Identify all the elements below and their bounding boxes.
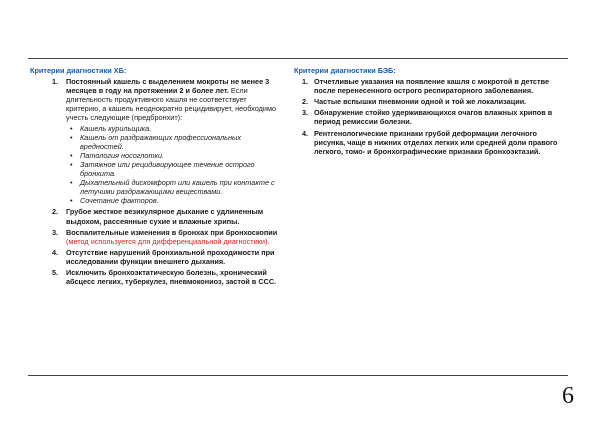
list-item: [30, 228, 280, 246]
item-number: 3.: [52, 227, 59, 237]
left-heading: Критерии диагностики ХБ:: [30, 66, 127, 75]
bullet-item: • Сочетание факторов.: [66, 196, 280, 205]
list-item: [294, 77, 566, 95]
item-number: 4.: [52, 247, 59, 257]
item-number: 3.: [302, 108, 309, 118]
item-bold-text: Исключить бронхоэктатическую болезнь, хронический абсцесс легких, туберкулез, пневмокониоз, застой в ССС.: [66, 267, 277, 287]
bullet-item: • Затяжное или рецидивирующее течение острого бронхита.: [66, 160, 280, 178]
item-number: 4.: [302, 128, 309, 138]
left-criteria-list: [30, 77, 280, 286]
top-rule: [28, 58, 568, 59]
right-column: [294, 66, 566, 158]
item-bold-text: Обнаружение стойко удерживающихся очагов влажных хрипов в период ремиссии болезни.: [314, 108, 553, 127]
bullet-item: • Патология носоглотки.: [66, 151, 280, 160]
item-number: 2.: [52, 207, 59, 217]
page-number: 6: [562, 383, 574, 409]
item-bold-text: Отсутствие нарушений бронхиальной проходимости при исследовании функции внешнего дыхания.: [66, 247, 275, 266]
item-bold-text: Отчетливые указания на появление кашля с мокротой в детстве после перенесенного острого респираторного заболевания.: [314, 77, 550, 96]
list-item: [30, 268, 280, 286]
item-bold-text: Воспалительные изменения в бронхах при бронхоскопии: [66, 227, 278, 237]
item-bold-text: Рентгенологические признаки грубой деформации легочного рисунка, чаще в нижних отделах легких или средней доли правого легкого, томо- и бронхографические признаки бронхоэктазий.: [314, 128, 558, 156]
list-item: [294, 108, 566, 126]
item-number: 5.: [52, 267, 59, 277]
bottom-rule: [28, 375, 568, 376]
list-item: [30, 77, 280, 205]
item-number: 1.: [52, 77, 59, 87]
list-item: [294, 129, 566, 156]
list-item: [30, 207, 280, 225]
list-item: [294, 97, 566, 106]
item-number: 2.: [302, 97, 309, 107]
item-bold-text: Грубое жесткое везикулярное дыхание с удлиненным выдохом, рассеянные сухие и влажные хрипы.: [66, 207, 264, 226]
bullet-item: • Дыхательный дискомфорт или кашель при контакте с летучими раздражающими веществами.: [66, 178, 280, 196]
right-heading: Критерии диагностики БЭБ:: [294, 66, 396, 75]
item-red-note: (метод используется для дифференциальной диагностики).: [66, 236, 270, 246]
item-number: 1.: [302, 77, 309, 87]
list-item: [30, 248, 280, 266]
item-bold-text: Постоянный кашель с выделением мокроты не менее 3 месяцев в году на протяжении 2 и более лет.: [66, 77, 270, 96]
left-column: [30, 66, 280, 288]
item-normal-text: Если длительность продуктивного кашля не соответствует критерию, а кашель неоднократно рецидивирует, необходимо учесть следующие (предбронхит):: [66, 86, 277, 123]
right-criteria-list: [294, 77, 566, 156]
bullet-list: [66, 124, 280, 206]
bullet-item: • Кашель курильщика.: [66, 124, 280, 133]
bullet-item: • Кашель от раздражающих профессиональных вредностей.: [66, 133, 280, 151]
item-bold-text: Частые вспышки пневмонии одной и той же локализации.: [314, 97, 527, 107]
